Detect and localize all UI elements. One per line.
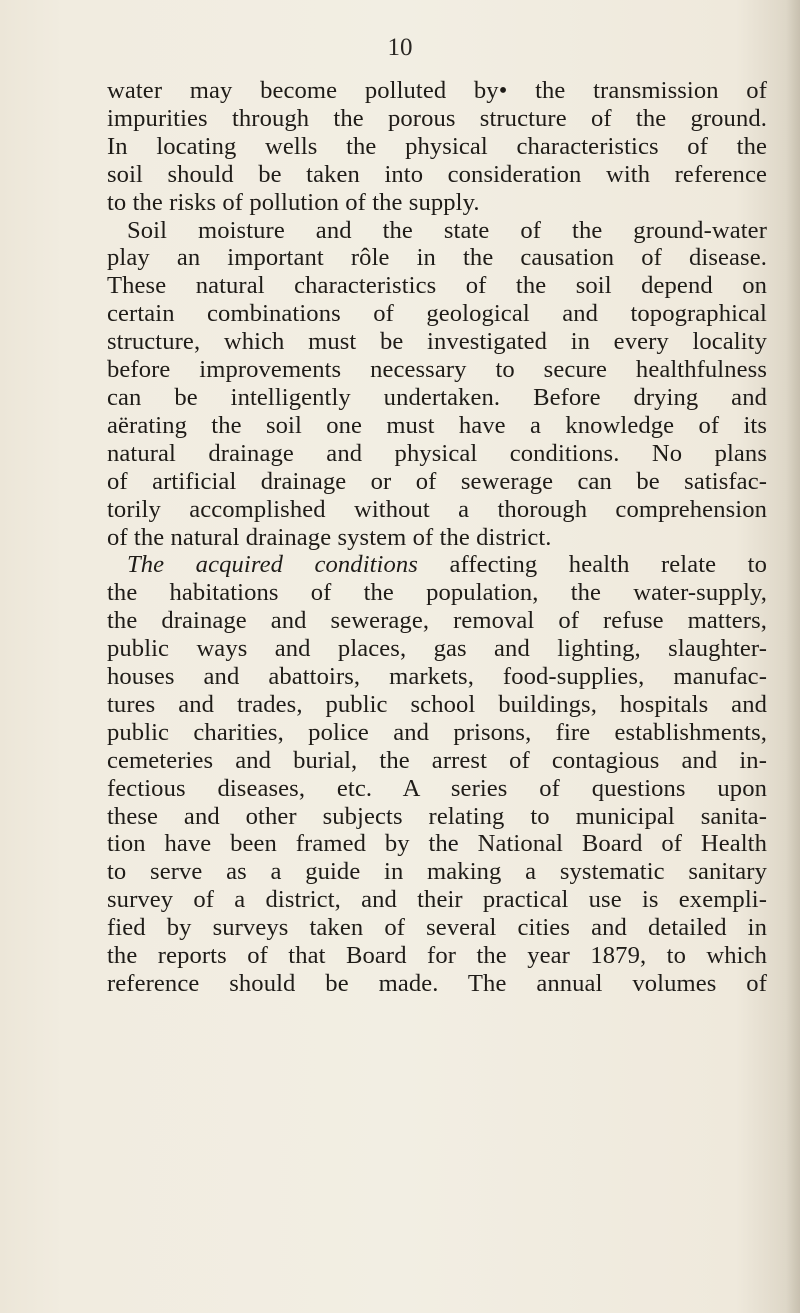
text-line: play an important rôle in the causation of disease. (107, 244, 767, 272)
text-line: fectious diseases, etc. A series of questions upon (107, 774, 767, 802)
text-line: In locating wells the physical characteristics of the (107, 132, 767, 160)
text-line: these and other subjects relating to municipal sanita- (107, 802, 767, 830)
body-text (107, 77, 767, 998)
text-line: natural drainage and physical conditions. No plans (107, 439, 767, 467)
text-line: houses and abattoirs, markets, food-supplies, manufac- (107, 663, 767, 691)
text-line: tion have been framed by the National Board of Health (107, 830, 767, 858)
text-line (107, 551, 767, 579)
text-line: public charities, police and prisons, fire establishments, (107, 718, 767, 746)
text-line: torily accomplished without a thorough comprehension (107, 495, 767, 523)
text-line: to the risks of pollution of the supply. (107, 188, 480, 216)
text-line: of the natural drainage system of the district. (107, 523, 552, 551)
text-line: of artificial drainage or of sewerage can be satisfac- (107, 467, 767, 495)
page-edge-shadow (786, 0, 800, 1313)
page-number: 10 (387, 34, 413, 61)
text-line: tures and trades, public school buildings, hospitals and (107, 690, 767, 718)
text-line: certain combinations of geological and topographical (107, 300, 767, 328)
text-line: survey of a district, and their practical use is exempli- (107, 886, 767, 914)
text-line: fied by surveys taken of several cities and detailed in (107, 914, 767, 942)
italic-phrase: The acquired conditions (127, 551, 418, 579)
text-line: soil should be taken into consideration with reference (107, 160, 767, 188)
text-line: can be intelligently undertaken. Before drying and (107, 383, 767, 411)
text-line: reference should be made. The annual volumes of (107, 970, 767, 997)
text-line: water may become polluted by• the transmission of (107, 77, 767, 104)
text-line: to serve as a guide in making a systematic sanitary (107, 858, 767, 886)
text-line: impurities through the porous structure of the ground. (107, 104, 767, 132)
text-line-rest: affecting health relate to (417, 551, 768, 579)
text-line: public ways and places, gas and lighting, slaughter- (107, 635, 767, 663)
text-line: aërating the soil one must have a knowledge of its (107, 411, 767, 439)
text-line: the reports of that Board for the year 1879, to which (107, 942, 767, 970)
text-line: structure, which must be investigated in every locality (107, 328, 767, 356)
text-line: cemeteries and burial, the arrest of contagious and in- (107, 746, 767, 774)
text-line: Soil moisture and the state of the ground-water (127, 216, 767, 244)
text-line: the habitations of the population, the water-supply, (107, 579, 767, 607)
text-line: before improvements necessary to secure healthfulness (107, 356, 767, 384)
text-line: These natural characteristics of the soil depend on (107, 272, 767, 300)
text-line: the drainage and sewerage, removal of refuse matters, (107, 607, 767, 635)
